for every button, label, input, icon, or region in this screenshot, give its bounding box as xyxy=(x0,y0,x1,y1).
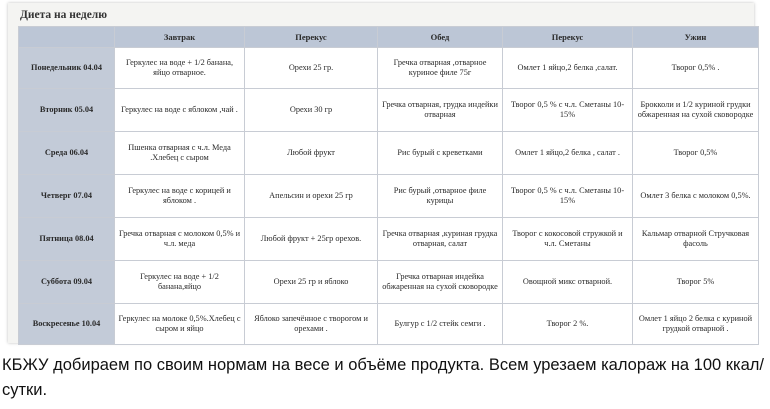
snack-2-cell: Творог 0,5 % с ч.л. Сметаны 10-15% xyxy=(503,175,633,218)
diet-table xyxy=(18,26,759,345)
day-label: Четверг 07.04 xyxy=(19,175,115,218)
day-label: Вторник 05.04 xyxy=(19,89,115,132)
breakfast-cell: Геркулес на воде + 1/2 банана,яйцо xyxy=(115,261,245,304)
lunch-cell: Булгур с 1/2 стейк семги . xyxy=(378,304,503,345)
snack-1-cell: Орехи 25 гр. xyxy=(245,48,378,89)
day-label: Суббота 09.04 xyxy=(19,261,115,304)
caption-text: КБЖУ добираем по своим нормам на весе и объёме продукта. Всем урезаем калораж на 100 ккал/сутки. xyxy=(2,356,764,399)
header-corner xyxy=(19,27,115,48)
header-dinner: Ужин xyxy=(633,27,759,48)
dinner-cell: Омлет 1 яйцо 2 белка с куриной грудкой отварной . xyxy=(633,304,759,345)
dinner-cell: Омлет 3 белка с молоком 0,5%. xyxy=(633,175,759,218)
snack-1-cell: Яблоко запечённое с творогом и орехами . xyxy=(245,304,378,345)
snack-2-cell: Творог 0,5 % с ч.л. Сметаны 10-15% xyxy=(503,89,633,132)
table-row xyxy=(19,175,759,218)
lunch-cell: Гречка отварная ,куриная грудка отварная, салат xyxy=(378,218,503,261)
header-breakfast: Завтрак xyxy=(115,27,245,48)
dinner-cell: Творог 0,5% . xyxy=(633,48,759,89)
table-row xyxy=(19,89,759,132)
snack-2-cell: Овощной микс отварной. xyxy=(503,261,633,304)
day-label: Пятница 08.04 xyxy=(19,218,115,261)
dinner-cell: Творог 5% xyxy=(633,261,759,304)
breakfast-cell: Геркулес на воде с корицей и яблоком . xyxy=(115,175,245,218)
day-label: Среда 06.04 xyxy=(19,132,115,175)
table-row xyxy=(19,218,759,261)
lunch-cell: Гречка отварная индейка обжаренная на сухой сковородке xyxy=(378,261,503,304)
table-row xyxy=(19,304,759,345)
breakfast-cell: Геркулес на молоке 0,5%.Хлебец с сыром и яйцо xyxy=(115,304,245,345)
snack-1-cell: Любой фрукт + 25гр орехов. xyxy=(245,218,378,261)
lunch-cell: Рис бурый с креветками xyxy=(378,132,503,175)
dinner-cell: Брокколи и 1/2 куриной грудки обжаренная на сухой сковородке xyxy=(633,89,759,132)
header-lunch: Обед xyxy=(378,27,503,48)
table-title: Диета на неделю xyxy=(20,9,108,21)
day-label: Воскресенье 10.04 xyxy=(19,304,115,345)
snack-1-cell: Апельсин и орехи 25 гр xyxy=(245,175,378,218)
day-label: Понедельник 04.04 xyxy=(19,48,115,89)
snack-2-cell: Омлет 1 яйцо,2 белка ,салат. xyxy=(503,48,633,89)
table-header-row xyxy=(19,27,759,48)
snack-2-cell: Творог с кокосовой стружкой и ч.л. Сметаны xyxy=(503,218,633,261)
snack-1-cell: Орехи 30 гр xyxy=(245,89,378,132)
snack-2-cell: Омлет 1 яйцо,2 белка , салат . xyxy=(503,132,633,175)
breakfast-cell: Геркулес на воде + 1/2 банана, яйцо отварное. xyxy=(115,48,245,89)
header-snack-2: Перекус xyxy=(503,27,633,48)
dinner-cell: Кальмар отварной Стручковая фасоль xyxy=(633,218,759,261)
breakfast-cell: Гречка отварная с молоком 0,5% и ч.л. меда xyxy=(115,218,245,261)
table-row xyxy=(19,261,759,304)
snack-1-cell: Любой фрукт xyxy=(245,132,378,175)
lunch-cell: Гречка отварная, грудка индейки отварная xyxy=(378,89,503,132)
header-snack-1: Перекус xyxy=(245,27,378,48)
table-row xyxy=(19,132,759,175)
dinner-cell: Творог 0,5% xyxy=(633,132,759,175)
breakfast-cell: Пшенка отварная с ч.л. Меда .Хлебец с сыром xyxy=(115,132,245,175)
diet-table-image xyxy=(8,3,754,343)
lunch-cell: Рис бурый ,отварное филе курицы xyxy=(378,175,503,218)
lunch-cell: Гречка отварная ,отварное куриное филе 75г xyxy=(378,48,503,89)
snack-2-cell: Творог 2 %. xyxy=(503,304,633,345)
snack-1-cell: Орехи 25 гр и яблоко xyxy=(245,261,378,304)
breakfast-cell: Геркулес на воде с яблоком ,чай . xyxy=(115,89,245,132)
table-row xyxy=(19,48,759,89)
